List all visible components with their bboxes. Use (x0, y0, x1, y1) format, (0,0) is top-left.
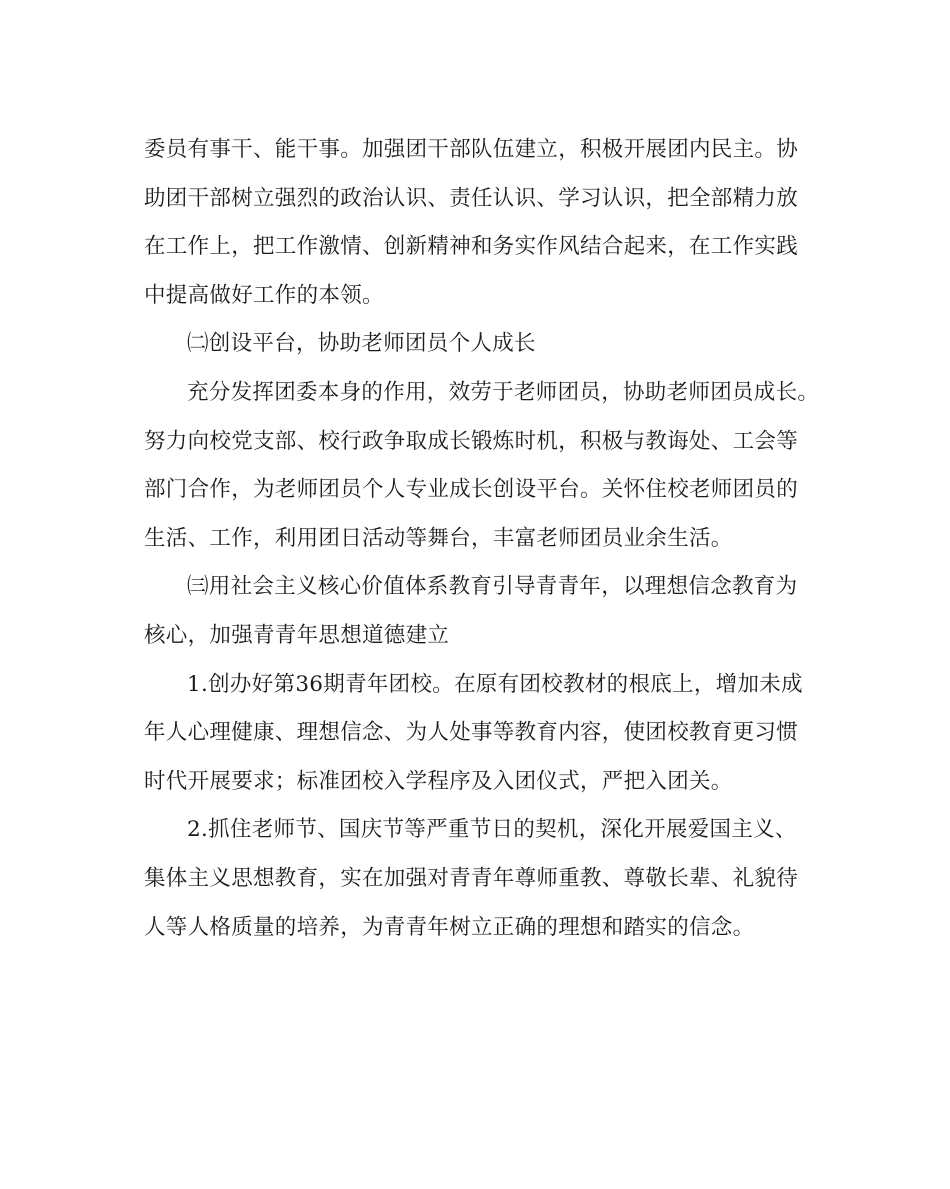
text-line: 努力向校党支部、校行政争取成长锻炼时机，积极与教诲处、工会等 (144, 428, 799, 454)
text-line: 中提高做好工作的本领。 (144, 282, 384, 308)
text-line: 助团干部树立强烈的政治认识、责任认识、学习认识，把全部精力放 (144, 185, 799, 211)
text-line: 部门合作，为老师团员个人专业成长创设平台。关怀住校老师团员的 (144, 477, 799, 503)
section-heading: ㈢用社会主义核心价值体系教育引导青青年，以理想信念教育为 (187, 574, 798, 600)
document-body (144, 126, 820, 952)
section-heading: ㈡创设平台，协助老师团员个人成长 (187, 331, 536, 357)
text-line: 集体主义思想教育，实在加强对青青年尊师重教、尊敬长辈、礼貌待 (144, 865, 799, 891)
list-item: 2.抓住老师节、国庆节等严重节日的契机，深化开展爱国主义、 (187, 817, 797, 843)
text-line: 充分发挥团委本身的作用，效劳于老师团员，协助老师团员成长。 (187, 379, 820, 405)
text-line: 人等人格质量的培养，为青青年树立正确的理想和踏实的信念。 (144, 914, 755, 940)
text-line: 年人心理健康、理想信念、为人处事等教育内容，使团校教育更习惯 (144, 720, 799, 746)
section-heading-continued: 核心，加强青青年思想道德建立 (144, 622, 450, 648)
text-line: 在工作上，把工作激情、创新精神和务实作风结合起来，在工作实践 (144, 234, 799, 260)
text-line: 委员有事干、能干事。加强团干部队伍建立，积极开展团内民主。协 (144, 137, 799, 162)
text-line: 时代开展要求；标准团校入学程序及入团仪式，严把入团关。 (144, 768, 733, 794)
text-line: 生活、工作，利用团日活动等舞台，丰富老师团员业余生活。 (144, 525, 733, 551)
list-item: 1.创办好第36期青年团校。在原有团校教材的根底上，增加未成 (187, 671, 803, 697)
